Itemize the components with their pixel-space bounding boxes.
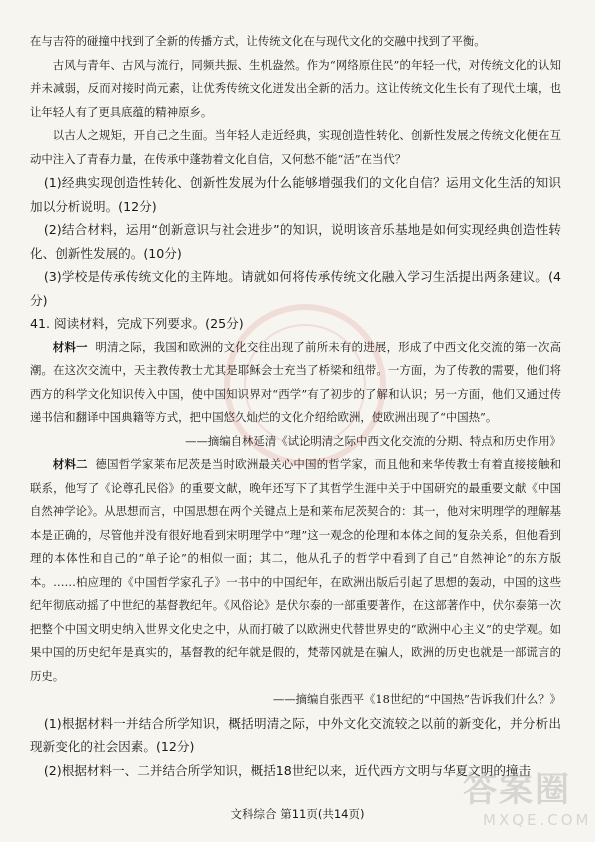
- question-41-heading: 41. 阅读材料，完成下列要求。(25分): [30, 316, 244, 331]
- question-40-2: (2)结合材料，运用“创新意识与社会进步”的知识，说明该音乐基地是如何实现经典创造性转化、创新性发展的。(10分): [30, 222, 561, 261]
- material-1-source: ——摘编自林延清《试论明清之际中西文化交流的分期、特点和历史作用》: [185, 433, 561, 448]
- watermark-url-text: MXQE.COM: [483, 811, 592, 829]
- paragraph-2: 古风与青年、古风与流行，同频共振、生机盎然。作为“网络原住民”的年轻一代，对传统文化的认知并未减弱，反而对接时尚元素，让优秀传统文化迸发出全新的活力。这让传统文化生长有了现代土壤，也让年轻人有了更具底蕴的精神原乡。: [30, 57, 561, 119]
- material-2: [30, 453, 561, 688]
- material-1: [30, 336, 561, 430]
- material-2-source: ——摘编自张西平《18世纪的“中国热”告诉我们什么？》: [272, 692, 561, 706]
- paragraph-3: 以古人之规矩，开自己之生面。当年轻人走近经典，实现创造性转化、创新性发展之传统文化便在互动中注入了青春力量，在传承中蓬勃着文化自信，又何愁不能“活”在当代？: [30, 128, 561, 166]
- material-1-text: 明清之际，我国和欧洲的文化交往出现了前所未有的进展，形成了中西文化交流的第一次高潮。在这次交流中，天主教传教士尤其是耶稣会士充当了桥梁和纽带。一方面，为了传教的需要，他们将西方的科学文化知识传入中国，使中国知识界对“西学”有了初步的了解和认识；另一方面，他们又通过传递书信和翻译中国典籍等方式，把中国悠久灿烂的文化介绍给欧洲，使欧洲出现了“中国热”。: [30, 339, 561, 424]
- question-41-1: (1)根据材料一并结合所学知识，概括明清之际，中外文化交流较之以前的新变化，并分析出现新变化的社会因素。(12分): [30, 715, 561, 754]
- material-1-label: 材料一: [52, 339, 88, 354]
- question-40-1: (1)经典实现创造性转化、创新性发展为什么能够增强我们的文化自信？运用文化生活的知识加以分析说明。(12分): [30, 175, 561, 214]
- material-2-text: 德国哲学家莱布尼茨是当时欧洲最关心中国的哲学家，而且他和来华传教士有着直接接触和联系，他写了《论尊孔民俗》的重要文献，晚年还写下了其哲学生涯中关于中国研究的最重要文献《中国自然神学论》。从思想而言，中国思想在两个关键点上是和莱布尼茨契合的：其一，他对宋明理学的理解基本是正确的，尽管他并没有很好地看到宋明理学中“理”这一观念的伦理和本体之间的复杂关系，但他看到理的本体性和自己的“单子论”的相似一面；其二，他从孔子的哲学中看到了自己“自然神论”的东方版本。……柏应理的《中国哲学家孔子》一书中的中国纪年，在欧洲出版后引起了思想的轰动，中国的这些纪年彻底动摇了中世纪的基督教纪年。《风俗论》是伏尔泰的一部重要著作，在这部著作中，伏尔泰第一次把整个中国文明史纳入世界文化史之中，从而打破了以欧洲史代替世界史的“欧洲中心主义”的史学观。如果中国的历史纪年是真实的，基督教的纪年就是假的，梵蒂冈就是在骗人，欧洲的历史也就是一部谎言的历史。: [30, 457, 561, 683]
- paragraph-1: 在与吉符的碰撞中找到了全新的传播方式，让传统文化在与现代文化的交融中找到了平衡。: [30, 34, 486, 48]
- material-2-label: 材料二: [52, 457, 88, 471]
- question-40-3: (3)学校是传承传统文化的主阵地。请就如何将传承传统文化融入学习生活提出两条建议。(4分): [30, 269, 561, 308]
- page-footer: 文科综合 第11页(共14页): [230, 807, 365, 821]
- question-41-2: (2)根据材料一、二并结合所学知识，概括18世纪以来，近代西方文明与华夏文明的撞击: [43, 762, 532, 778]
- watermark-logo-text: 答案圈: [463, 770, 571, 810]
- watermark-logo: [463, 762, 592, 836]
